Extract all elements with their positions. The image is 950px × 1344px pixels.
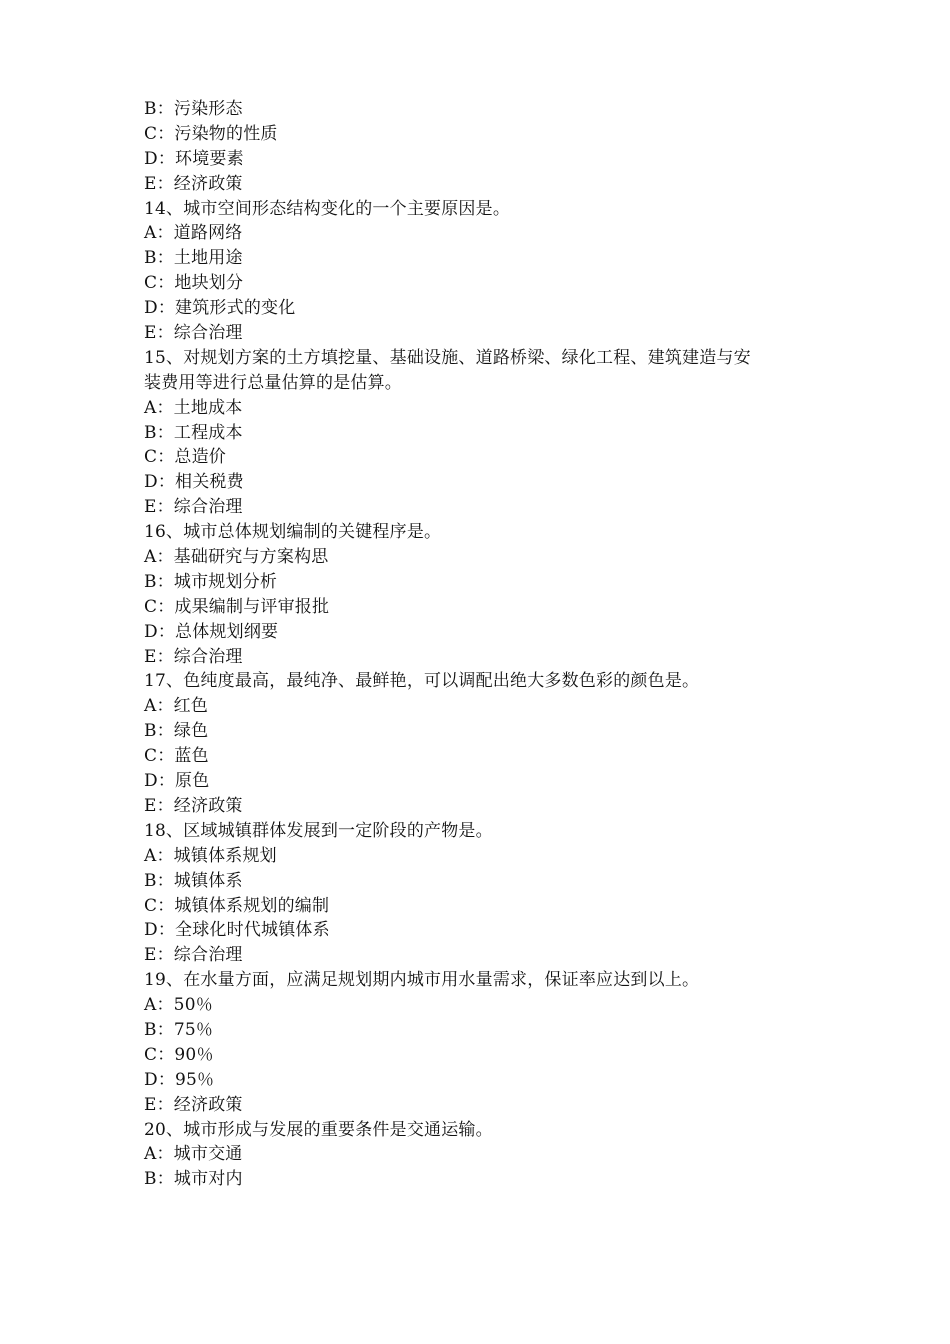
document-body <box>144 97 824 1192</box>
question-14: 14、城市空间形态结构变化的一个主要原因是。 <box>144 198 511 219</box>
option-line: E：综合治理 <box>144 323 243 344</box>
option-line: D：相关税费 <box>144 472 244 493</box>
option-line: B：75％ <box>144 1019 214 1040</box>
option-line: D：总体规划纲要 <box>144 621 279 642</box>
option-line: E：综合治理 <box>144 646 243 667</box>
option-line: C：地块划分 <box>144 273 244 294</box>
option-line: E：经济政策 <box>144 795 243 816</box>
option-line: E：经济政策 <box>144 1094 243 1115</box>
question-15-part-1: 15、对规划方案的土方填挖量、基础设施、道路桥梁、绿化工程、建筑建造与安 <box>144 347 751 368</box>
option-line: A：道路网络 <box>144 223 243 244</box>
option-line: C：总造价 <box>144 447 227 468</box>
option-line: A：基础研究与方案构思 <box>144 547 329 568</box>
option-line: B：绿色 <box>144 721 209 742</box>
option-line: C：蓝色 <box>144 746 209 767</box>
option-line: B：土地用途 <box>144 248 243 269</box>
option-line: D：原色 <box>144 771 210 792</box>
option-line: E：综合治理 <box>144 497 243 518</box>
option-line: B：城市对内 <box>144 1169 243 1190</box>
option-line: D：95％ <box>144 1069 215 1090</box>
question-20: 20、城市形成与发展的重要条件是交通运输。 <box>144 1119 493 1140</box>
option-line: D：环境要素 <box>144 148 244 169</box>
option-line: B：城市规划分析 <box>144 571 278 592</box>
option-line: D：建筑形式的变化 <box>144 298 296 319</box>
question-17: 17、色纯度最高，最纯净、最鲜艳，可以调配出绝大多数色彩的颜色是。 <box>144 671 700 692</box>
option-line: E：经济政策 <box>144 173 243 194</box>
question-18: 18、区域城镇群体发展到一定阶段的产物是。 <box>144 820 493 841</box>
question-15-part-2: 装费用等进行总量估算的是估算。 <box>144 372 402 393</box>
option-line: B：工程成本 <box>144 422 243 443</box>
option-line: E：综合治理 <box>144 945 243 966</box>
option-line: C：90％ <box>144 1044 214 1065</box>
option-line: A：城市交通 <box>144 1144 243 1165</box>
option-line: A：红色 <box>144 696 209 717</box>
option-line: B：污染形态 <box>144 99 243 119</box>
option-line: A：50％ <box>144 995 213 1016</box>
option-line: C：成果编制与评审报批 <box>144 596 330 617</box>
question-19: 19、在水量方面，应满足规划期内城市用水量需求，保证率应达到以上。 <box>144 970 700 991</box>
option-line: C：城镇体系规划的编制 <box>144 895 330 916</box>
question-16: 16、城市总体规划编制的关键程序是。 <box>144 522 442 543</box>
option-line: D：全球化时代城镇体系 <box>144 920 330 941</box>
option-line: C：污染物的性质 <box>144 123 278 144</box>
option-line: A：土地成本 <box>144 397 243 418</box>
option-line: A：城镇体系规划 <box>144 845 277 866</box>
option-line: B：城镇体系 <box>144 870 243 891</box>
